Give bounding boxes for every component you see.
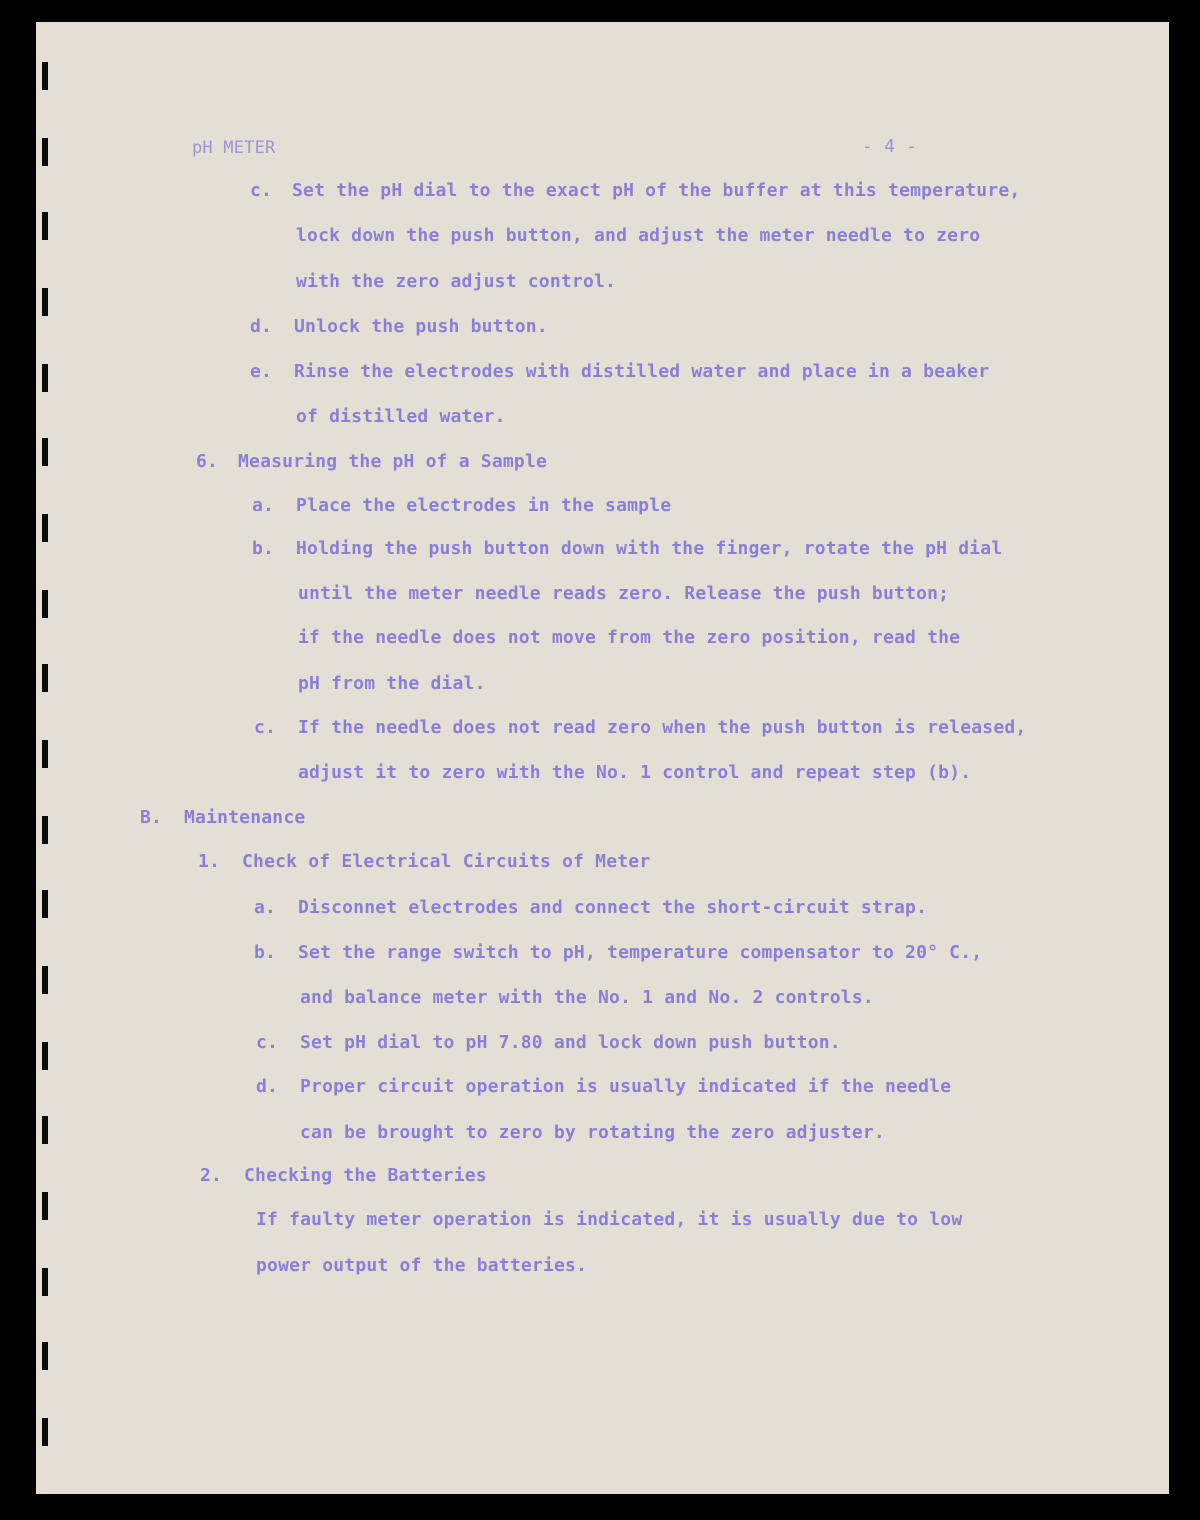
item-text: If the needle does not read zero when the push button is released, xyxy=(298,717,1027,738)
item-text: Unlock the push button. xyxy=(294,316,548,337)
binder-hole xyxy=(42,438,48,466)
item-text: can be brought to zero by rotating the zero adjuster. xyxy=(300,1122,885,1143)
item-label: a. xyxy=(252,495,275,516)
item-label: b. xyxy=(254,942,277,963)
binder-hole xyxy=(42,364,48,392)
item-text: Measuring the pH of a Sample xyxy=(238,451,548,472)
running-header-title: pH METER xyxy=(192,138,276,158)
binder-hole xyxy=(42,138,48,166)
item-text: Set the pH dial to the exact pH of the buffer at this temperature, xyxy=(292,180,1021,201)
item-text: with the zero adjust control. xyxy=(296,271,617,292)
binder-hole xyxy=(42,1342,48,1370)
binder-hole xyxy=(42,740,48,768)
item-label: d. xyxy=(256,1076,279,1097)
binder-hole xyxy=(42,212,48,240)
item-text: Rinse the electrodes with distilled water and place in a beaker xyxy=(294,361,990,382)
item-text: Set the range switch to pH, temperature compensator to 20° C., xyxy=(298,942,983,963)
item-label: a. xyxy=(254,897,277,918)
item-text: power output of the batteries. xyxy=(256,1255,588,1276)
binder-hole xyxy=(42,1268,48,1296)
binder-hole xyxy=(42,1418,48,1446)
binder-hole xyxy=(42,62,48,90)
binder-hole xyxy=(42,816,48,844)
page-number: - 4 - xyxy=(862,136,918,157)
item-text: Disconnet electrodes and connect the short-circuit strap. xyxy=(298,897,928,918)
item-text: adjust it to zero with the No. 1 control and repeat step (b). xyxy=(298,762,972,783)
binder-hole xyxy=(42,590,48,618)
item-label: e. xyxy=(250,361,273,382)
item-text: Checking the Batteries xyxy=(244,1165,487,1186)
item-label: B. xyxy=(140,807,163,828)
binder-hole xyxy=(42,1042,48,1070)
item-label: c. xyxy=(256,1032,279,1053)
binder-hole xyxy=(42,1192,48,1220)
item-text: and balance meter with the No. 1 and No. 2 controls. xyxy=(300,987,874,1008)
item-text: Set pH dial to pH 7.80 and lock down push button. xyxy=(300,1032,841,1053)
item-text: if the needle does not move from the zero position, read the xyxy=(298,627,961,648)
item-label: 2. xyxy=(200,1165,223,1186)
binder-hole xyxy=(42,514,48,542)
binder-hole xyxy=(42,890,48,918)
binder-hole xyxy=(42,288,48,316)
binder-hole xyxy=(42,966,48,994)
item-label: 1. xyxy=(198,851,221,872)
item-text: of distilled water. xyxy=(296,406,506,427)
item-text: Proper circuit operation is usually indicated if the needle xyxy=(300,1076,952,1097)
item-label: 6. xyxy=(196,451,219,472)
item-text: Place the electrodes in the sample xyxy=(296,495,672,516)
item-label: c. xyxy=(250,180,273,201)
item-text: pH from the dial. xyxy=(298,673,486,694)
binder-hole xyxy=(42,1116,48,1144)
item-text: Holding the push button down with the finger, rotate the pH dial xyxy=(296,538,1003,559)
item-text: Maintenance xyxy=(184,807,306,828)
item-label: b. xyxy=(252,538,275,559)
item-label: d. xyxy=(250,316,273,337)
item-text: If faulty meter operation is indicated, it is usually due to low xyxy=(256,1209,963,1230)
item-text: lock down the push button, and adjust the meter needle to zero xyxy=(296,225,981,246)
item-text: Check of Electrical Circuits of Meter xyxy=(242,851,651,872)
item-label: c. xyxy=(254,717,277,738)
item-text: until the meter needle reads zero. Release the push button; xyxy=(298,583,950,604)
binder-hole xyxy=(42,664,48,692)
